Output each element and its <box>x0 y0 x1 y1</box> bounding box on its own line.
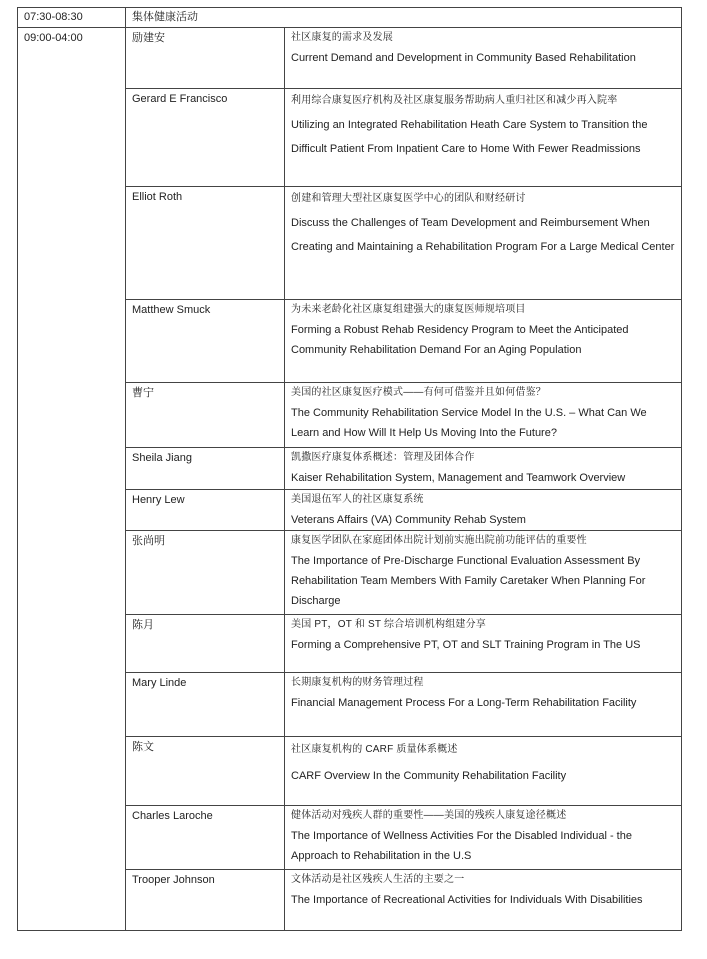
topic-zh: 康复医学团队在家庭团体出院计划前实施出院前功能评估的重要性 <box>291 535 587 546</box>
speaker-cell: Charles Laroche <box>126 806 285 870</box>
topic-cell <box>285 187 682 300</box>
topic-cell <box>285 870 682 931</box>
topic-en: The Community Rehabilitation Service Model In the U.S. – What Can We Learn and How Will It Help Us Moving Into the Future? <box>291 407 647 439</box>
topic-en: Forming a Comprehensive PT, OT and SLT Training Program in The US <box>291 639 641 651</box>
topic-cell <box>285 300 682 383</box>
topic-en: CARF Overview In the Community Rehabilitation Facility <box>291 770 567 782</box>
topic-zh: 文体活动是社区残疾人生活的主要之一 <box>291 874 465 885</box>
topic-en: The Importance of Wellness Activities For the Disabled Individual - the Approach to Rehabilitation in the U.S <box>291 830 632 862</box>
topic-en: Discuss the Challenges of Team Development and Reimbursement When Creating and Maintaining a Rehabilitation Program For a Large Medical Center <box>291 217 675 253</box>
topic-cell <box>285 673 682 737</box>
topic-cell <box>285 531 682 615</box>
topic-cell <box>285 737 682 806</box>
topic-en: Current Demand and Development in Community Based Rehabilitation <box>291 52 636 64</box>
speaker-cell: 陈文 <box>126 737 285 806</box>
topic-en: Financial Management Process For a Long-Term Rehabilitation Facility <box>291 697 637 709</box>
topic-zh: 社区康复的需求及发展 <box>291 32 393 43</box>
speaker-cell: 陈月 <box>126 615 285 673</box>
topic-cell <box>285 383 682 448</box>
speaker-cell: Sheila Jiang <box>126 448 285 490</box>
topic-zh: 长期康复机构的财务管理过程 <box>291 677 424 688</box>
topic-en: Utilizing an Integrated Rehabilitation Heath Care System to Transition the Difficult Patient From Inpatient Care to Home With Fewer Readmissions <box>291 119 648 155</box>
topic-en: Forming a Robust Rehab Residency Program to Meet the Anticipated Community Rehabilitation Demand For an Aging Population <box>291 324 629 356</box>
speaker-cell: Elliot Roth <box>126 187 285 300</box>
topic-cell <box>285 28 682 89</box>
topic-en: Kaiser Rehabilitation System, Management and Teamwork Overview <box>291 472 626 484</box>
activity-cell: 集体健康活动 <box>126 8 682 28</box>
time-cell: 07:30-08:30 <box>18 8 126 28</box>
header-row <box>18 8 682 28</box>
topic-zh: 凯撒医疗康复体系概述：管理及团体合作 <box>291 452 475 463</box>
topic-zh: 美国退伍军人的社区康复系统 <box>291 494 424 505</box>
topic-en: The Importance of Pre-Discharge Functional Evaluation Assessment By Rehabilitation Team Members With Family Caretaker When Planning For Discharge <box>291 555 646 607</box>
topic-zh: 美国 PT，OT 和 ST 综合培训机构组建分享 <box>291 619 486 630</box>
schedule-table <box>17 7 682 931</box>
speaker-cell: Mary Linde <box>126 673 285 737</box>
topic-cell <box>285 448 682 490</box>
speaker-cell: Gerard E Francisco <box>126 89 285 187</box>
speaker-cell: 张尚明 <box>126 531 285 615</box>
topic-zh: 利用综合康复医疗机构及社区康复服务帮助病人重归社区和减少再入院率 <box>291 95 618 106</box>
block-time-cell: 09:00-04:00 <box>18 28 126 931</box>
speaker-cell: Matthew Smuck <box>126 300 285 383</box>
topic-cell <box>285 806 682 870</box>
session-row <box>18 28 682 89</box>
topic-en: The Importance of Recreational Activities for Individuals With Disabilities <box>291 894 643 906</box>
topic-en: Veterans Affairs (VA) Community Rehab System <box>291 514 526 526</box>
topic-cell <box>285 490 682 531</box>
speaker-cell: Henry Lew <box>126 490 285 531</box>
topic-cell <box>285 89 682 187</box>
topic-cell <box>285 615 682 673</box>
topic-zh: 健体活动对残疾人群的重要性——美国的残疾人康复途径概述 <box>291 810 567 821</box>
topic-zh: 为未来老龄化社区康复组建强大的康复医师规培项目 <box>291 304 526 315</box>
speaker-cell: 曹宁 <box>126 383 285 448</box>
speaker-cell: 励建安 <box>126 28 285 89</box>
topic-zh: 美国的社区康复医疗模式——有何可借鉴并且如何借鉴？ <box>291 387 546 398</box>
topic-zh: 创建和管理大型社区康复医学中心的团队和财经研讨 <box>291 193 526 204</box>
speaker-cell: Trooper Johnson <box>126 870 285 931</box>
topic-zh: 社区康复机构的 CARF 质量体系概述 <box>291 744 458 755</box>
